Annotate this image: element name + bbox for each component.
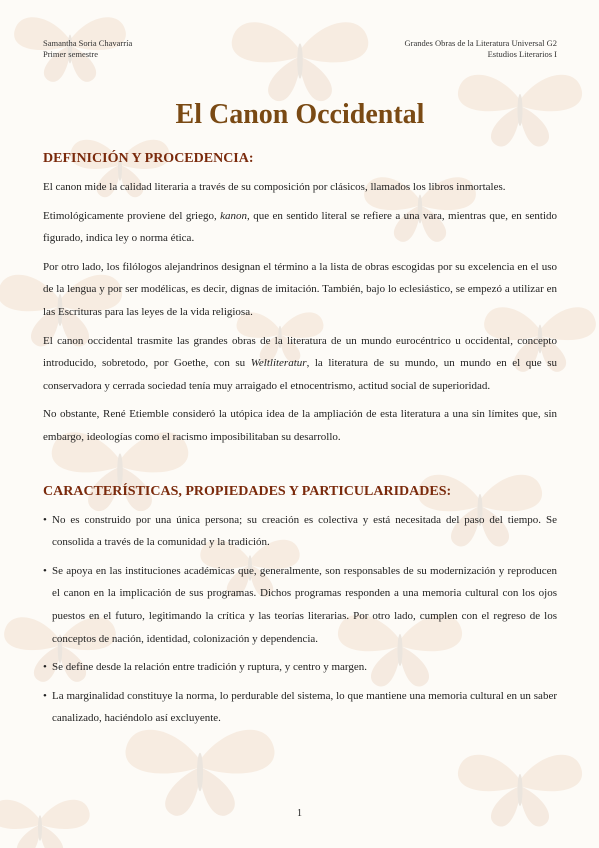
bullet-icon: • — [43, 513, 47, 526]
section-heading-characteristics: CARACTERÍSTICAS, PROPIEDADES Y PARTICULARIDADES: — [43, 483, 452, 499]
author-name: Samantha Soria Chavarría — [43, 38, 133, 48]
characteristics-list — [43, 509, 557, 730]
list-item-text: Se apoya en las instituciones académicas que, generalmente, son responsables de su modernización y reproducen el canon en la implicación de sus programas. Dichos programas responden a una memoria cultural con los ojos puestos en el futuro, legitimando la crítica y las teorías literarias. Por otro lado, cumplen con el regreso de los conceptos de nación, identidad, colonización y dependencia. — [52, 564, 557, 645]
etymology-text-start: Etimológicamente proviene del griego, — [43, 209, 221, 222]
list-item — [43, 560, 557, 650]
weltliteratur-term: Weltliteratur — [250, 357, 307, 370]
header-left — [43, 38, 132, 60]
paragraph-etymology — [43, 205, 557, 250]
program-name: Estudios Literarios I — [487, 49, 557, 59]
document-title: El Canon Occidental — [175, 99, 425, 130]
page-content — [43, 38, 557, 736]
page-number: 1 — [297, 808, 302, 819]
kanon-term: kanon — [220, 209, 248, 222]
section-heading-definition: DEFINICIÓN Y PROCEDENCIA: — [43, 151, 254, 166]
page-header — [43, 38, 557, 60]
bullet-icon: • — [43, 661, 47, 674]
header-right — [405, 38, 557, 60]
list-item-text: Se define desde la relación entre tradición y ruptura, y centro y margen. — [52, 661, 368, 674]
paragraph-alexandrian: Por otro lado, los filólogos alejandrinos designan el término a la lista de obras escogidas por su excelencia en el uso de la lengua y por ser modélicas, es decir, dignas de imitación. También, bajo lo eclesiástico, se empezó a utilizar en las Escrituras para las leyes de la vida religiosa. — [43, 260, 557, 318]
paragraph-etiemble: No obstante, René Etiemble consideró la utópica idea de la ampliación de esta literatura a una sin límites que, sin embargo, ideologías como el racismo imposibilitaban su desarrollo. — [43, 408, 557, 443]
bullet-icon: • — [43, 689, 47, 702]
list-item-text: La marginalidad constituye la norma, lo perdurable del sistema, lo que mantiene una memoria cultural en un saber canalizado, haciéndolo así excluyente. — [52, 689, 557, 725]
western-canon-text-start: El canon occidental trasmite las grandes obras de la literatura de un mundo eurocéntrico u occidental, concepto introducido, sobretodo, por Goethe, con su — [43, 334, 557, 370]
list-item-text: No es construido por una única persona; su creación es colectiva y está necesitada del paso del tiempo. Se consolida a través de la comunidad y la tradición. — [52, 513, 557, 549]
etymology-text-end: , que en sentido literal se refiere a una vara, mientras que, en sentido figurado, indica ley o norma ética. — [43, 209, 557, 245]
semester-label: Primer semestre — [43, 49, 98, 59]
list-item — [43, 685, 557, 730]
list-item — [43, 509, 557, 554]
western-canon-text-end: , la literatura de su mundo, un mundo en el que su conservadora y cerrada sociedad tenía muy arraigado el etnocentrismo, actitud social de superioridad. — [43, 357, 557, 392]
course-name: Grandes Obras de la Literatura Universal G2 — [404, 38, 557, 48]
paragraph-western-canon — [43, 330, 557, 398]
bullet-icon: • — [43, 564, 47, 577]
list-item — [43, 656, 557, 679]
paragraph-canon-definition: El canon mide la calidad literaria a través de su composición por clásicos, llamados los libros inmortales. — [43, 181, 506, 193]
